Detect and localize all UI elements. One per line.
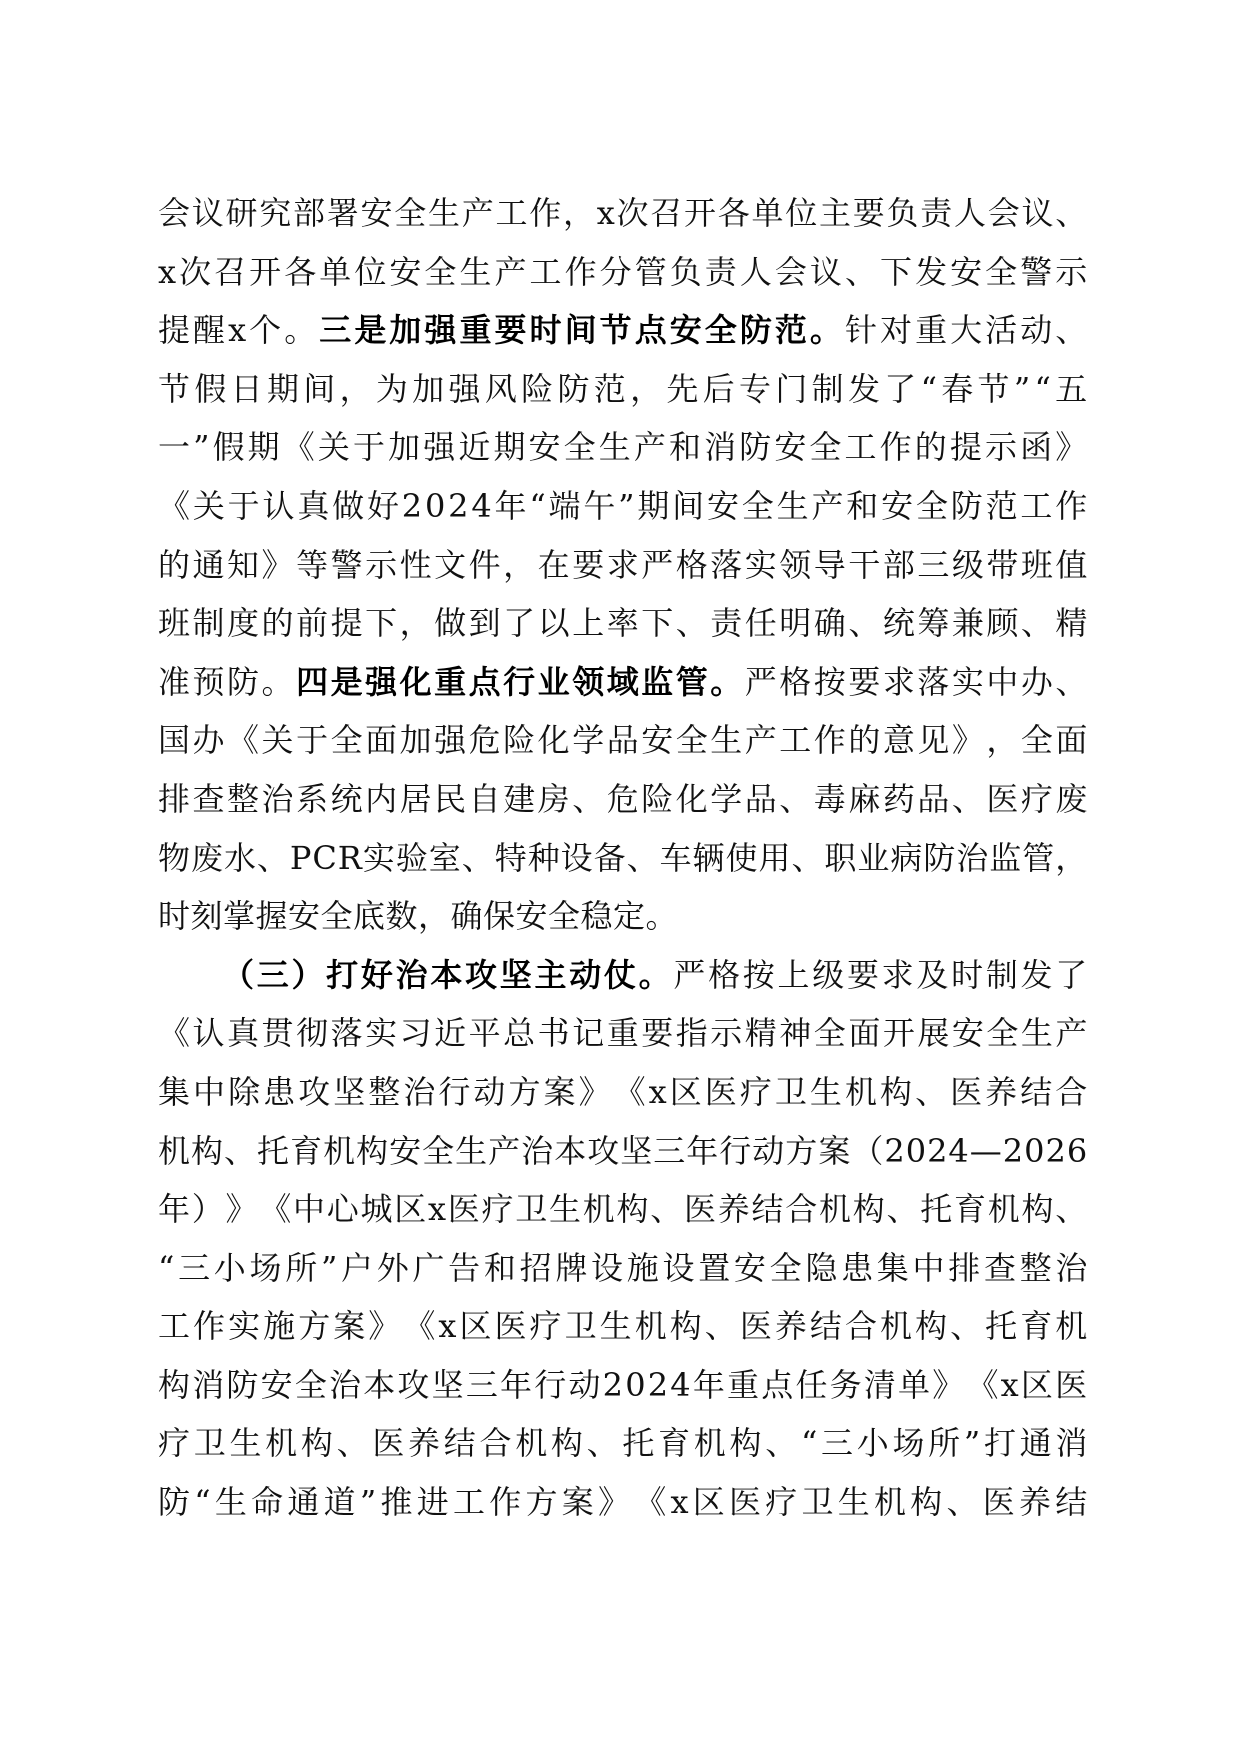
text-line: “ 三 小 场 所 ” 户 外 广 告 和 招 牌 设 施 设 置 安 全 隐 患 集 中 排 查 整 治 — [158, 1248, 1088, 1287]
body-text — [158, 184, 1088, 1532]
text-line: 节 假 日 期 间 ， 为 加 强 风 险 防 范 ， 先 后 专 门 制 发 了 “ 春 节 ” “ 五 — [158, 369, 1088, 408]
text-line: x 次 召 开 各 单 位 安 全 生 产 工 作 分 管 负 责 人 会 议 、 下 发 安 全 警 示 — [158, 252, 1088, 291]
text-line: 疗 卫 生 机 构 、 医 养 结 合 机 构 、 托 育 机 构 、 “ 三 小 场 所 ” 打 通 消 — [158, 1424, 1088, 1463]
text-line: 排 查 整 治 系 统 内 居 民 自 建 房 、 危 险 化 学 品 、 毒 麻 药 品 、 医 疗 废 — [158, 779, 1088, 818]
text-line: 《 关 于 认 真 做 好 2 0 2 4 年 “ 端 午 ” 期 间 安 全 生 产 和 安 全 防 范 工 作 — [158, 486, 1088, 525]
text-line: 集 中 除 患 攻 坚 整 治 行 动 方 案 》 《 x 区 医 疗 卫 生 机 构 、 医 养 结 合 — [158, 1072, 1088, 1111]
text-line: 构 消 防 安 全 治 本 攻 坚 三 年 行 动 2 0 2 4 年 重 点 任 务 清 单 》 《 x 区 医 — [158, 1365, 1088, 1404]
text-line: 班 制 度 的 前 提 下 ， 做 到 了 以 上 率 下 、 责 任 明 确 、 统 筹 兼 顾 、 精 — [158, 604, 1088, 643]
text-line: 机 构 、 托 育 机 构 安 全 生 产 治 本 攻 坚 三 年 行 动 方 案 （ 2 0 2 4 — 2 0 2 6 — [158, 1131, 1088, 1170]
text-line: 物 废 水 、 P C R 实 验 室 、 特 种 设 备 、 车 辆 使 用 、 职 业 病 防 治 监 管 ， — [158, 838, 1088, 877]
text-line: 《 认 真 贯 彻 落 实 习 近 平 总 书 记 重 要 指 示 精 神 全 面 开 展 安 全 生 产 — [158, 1014, 1088, 1053]
text-line — [158, 887, 1088, 946]
text-line: 准 预 防 。 四 是 强 化 重 点 行 业 领 域 监 管 。 严 格 按 要 求 落 实 中 办 、 — [158, 662, 1088, 701]
text-line: 提 醒 x 个 。 三 是 加 强 重 要 时 间 节 点 安 全 防 范 。 针 对 重 大 活 动 、 — [158, 311, 1088, 350]
text-line: 国 办 《 关 于 全 面 加 强 危 险 化 学 品 安 全 生 产 工 作 的 意 见 》 ， 全 面 — [158, 721, 1088, 760]
text-span: 时刻掌握安全底数，确保安全稳定。 — [158, 897, 679, 936]
text-line: 会 议 研 究 部 署 安 全 生 产 工 作 ， x 次 召 开 各 单 位 主 要 负 责 人 会 议 、 — [158, 194, 1088, 232]
text-line: 工 作 实 施 方 案 》 《 x 区 医 疗 卫 生 机 构 、 医 养 结 合 机 构 、 托 育 机 — [158, 1307, 1088, 1346]
text-line: 一 ” 假 期 《 关 于 加 强 近 期 安 全 生 产 和 消 防 安 全 工 作 的 提 示 函 》 — [158, 428, 1088, 467]
text-line: 的 通 知 》 等 警 示 性 文 件 ， 在 要 求 严 格 落 实 领 导 干 部 三 级 带 班 值 — [158, 545, 1088, 584]
text-line: 防 “ 生 命 通 道 ” 推 进 工 作 方 案 》 《 x 区 医 疗 卫 生 机 构 、 医 养 结 — [158, 1483, 1088, 1522]
text-line: 年 ） 》 《 中 心 城 区 x 医 疗 卫 生 机 构 、 医 养 结 合 机 构 、 托 育 机 构 、 — [158, 1190, 1088, 1229]
paragraph-heading-line: （ 三 ） 打 好 治 本 攻 坚 主 动 仗 。 严 格 按 上 级 要 求 及 时 制 发 了 — [222, 955, 1088, 994]
